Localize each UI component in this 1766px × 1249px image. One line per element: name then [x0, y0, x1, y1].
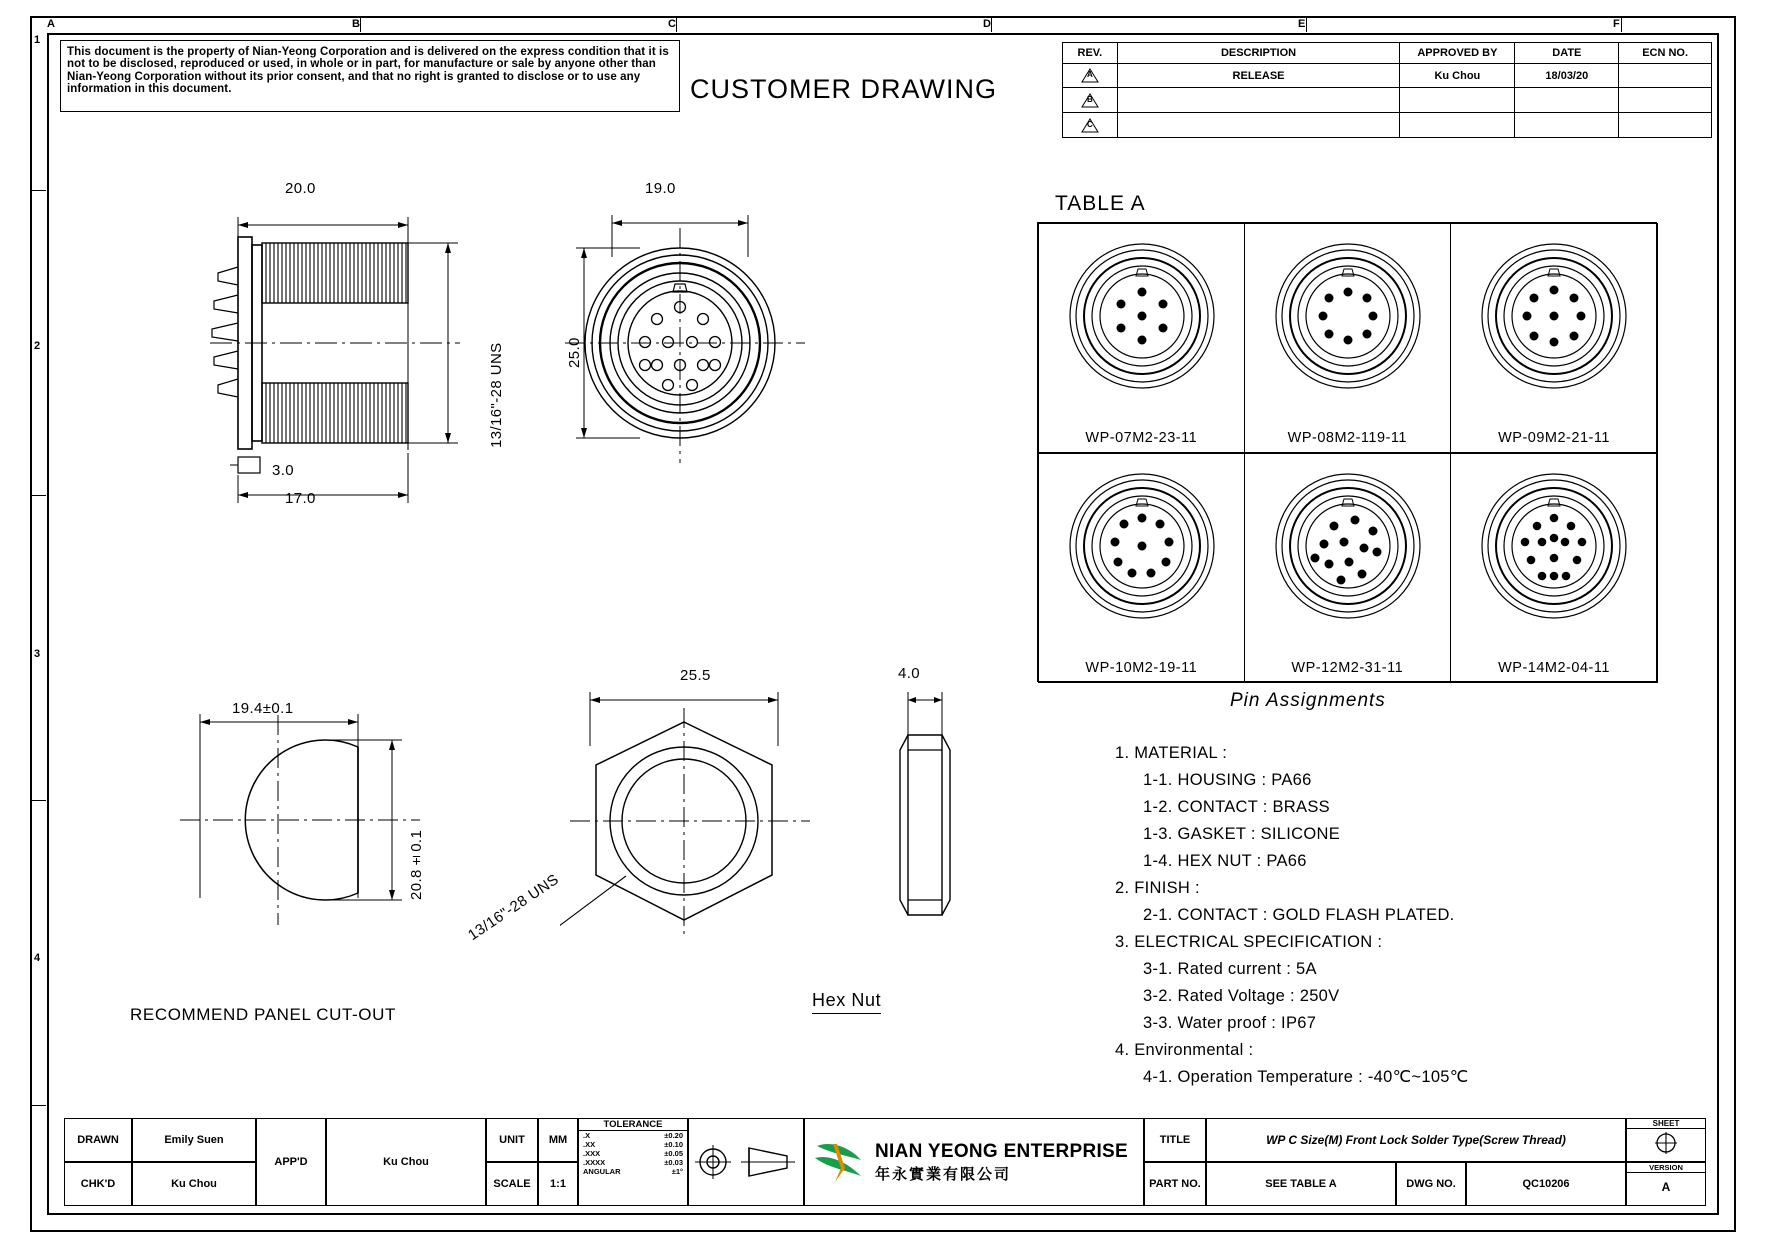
- drawn-label: DRAWN: [64, 1118, 132, 1162]
- zone-tick: [1621, 16, 1622, 32]
- connector-cell: [1450, 223, 1658, 453]
- rev-ecn: [1619, 113, 1712, 138]
- rev-letter: A: [1086, 70, 1093, 80]
- rev-description: [1117, 88, 1400, 113]
- connector-name: WP-07M2-23-11: [1085, 430, 1198, 446]
- note-item: 1-3. GASKET : SILICONE: [1143, 825, 1341, 843]
- title-value: WP C Size(M) Front Lock Solder Type(Screw Thread): [1206, 1118, 1626, 1162]
- connector-face-07: [1039, 224, 1245, 424]
- table-a-label: TABLE A: [1055, 192, 1146, 215]
- note-item: 1. MATERIAL :: [1115, 744, 1228, 762]
- zone-tick: [30, 800, 46, 801]
- rev-ecn: [1619, 63, 1712, 88]
- note-item: 4-1. Operation Temperature : -40℃~105℃: [1143, 1068, 1469, 1086]
- connector-name: WP-08M2-119-11: [1287, 430, 1407, 446]
- tol-val: ±1°: [671, 1167, 683, 1176]
- tol-key: ANGULAR: [583, 1167, 621, 1176]
- note-item: 3-3. Water proof : IP67: [1143, 1014, 1317, 1032]
- connector-name: WP-10M2-19-11: [1085, 660, 1198, 676]
- connector-name: WP-14M2-04-11: [1498, 660, 1610, 676]
- checked-value: Ku Chou: [132, 1162, 256, 1206]
- company-name-cn: 年永實業有限公司: [875, 1165, 1012, 1183]
- connector-name: WP-12M2-31-11: [1291, 660, 1404, 676]
- date-col-header: DATE: [1515, 43, 1619, 64]
- rev-marker-cell: [1063, 63, 1118, 88]
- front-view-drawing: [540, 195, 840, 505]
- panel-cutout-label: RECOMMEND PANEL CUT-OUT: [130, 1005, 396, 1024]
- dim-side-body: 17.0: [285, 490, 316, 507]
- rev-marker-cell: [1063, 88, 1118, 113]
- zone-tick: [676, 16, 677, 32]
- title-block: [64, 1118, 1706, 1206]
- sheet-box: [1626, 1118, 1706, 1162]
- proprietary-notice-box: [60, 40, 680, 112]
- zone-label-e: E: [1298, 18, 1306, 30]
- version-box: [1626, 1162, 1706, 1206]
- tol-val: ±0.03: [664, 1158, 683, 1167]
- dim-hexnut-thread: 13/16"-28 UNS: [465, 870, 563, 945]
- rev-ecn: [1619, 88, 1712, 113]
- table-row: [1063, 113, 1712, 138]
- tol-val: ±0.05: [664, 1149, 683, 1158]
- description-col-header: DESCRIPTION: [1117, 43, 1400, 64]
- revision-triangle-icon: [1081, 68, 1099, 83]
- pin-assignments-caption: Pin Assignments: [1230, 690, 1386, 711]
- side-view-drawing: [200, 195, 500, 555]
- unit-value: MM: [538, 1118, 578, 1162]
- company-logo-icon: [811, 1138, 867, 1186]
- rev-date: [1515, 88, 1619, 113]
- dim-front-flange: 25.0: [566, 337, 583, 368]
- revision-triangle-icon: [1081, 93, 1099, 108]
- title-label: TITLE: [1144, 1118, 1206, 1162]
- revision-table: [1062, 42, 1712, 138]
- connector-cell: [1244, 453, 1451, 683]
- connector-face-12: [1245, 454, 1451, 654]
- rev-date: [1515, 113, 1619, 138]
- dim-hexnut-thickness: 4.0: [898, 665, 921, 682]
- zone-label-f: F: [1613, 18, 1620, 30]
- zone-tick: [360, 16, 361, 32]
- zone-tick: [30, 190, 46, 191]
- sheet-label: SHEET: [1627, 1119, 1705, 1129]
- rev-letter: C: [1086, 119, 1093, 129]
- zone-label-2: 2: [34, 340, 41, 352]
- rev-approved-by: Ku Chou: [1400, 63, 1515, 88]
- table-header-row: [1063, 43, 1712, 64]
- connector-name: WP-09M2-21-11: [1498, 430, 1610, 446]
- page-title: CUSTOMER DRAWING: [690, 74, 998, 104]
- note-item: 3-2. Rated Voltage : 250V: [1143, 987, 1340, 1005]
- approved-value: Ku Chou: [326, 1118, 486, 1206]
- partno-value: SEE TABLE A: [1206, 1162, 1396, 1206]
- approved-label: APP'D: [256, 1118, 326, 1206]
- zone-tick: [30, 1105, 46, 1106]
- dim-hexnut-across: 25.5: [680, 667, 711, 684]
- dwgno-label: DWG NO.: [1396, 1162, 1466, 1206]
- version-label: VERSION: [1627, 1163, 1705, 1173]
- rev-letter: B: [1086, 94, 1093, 104]
- note-item: 1-2. CONTACT : BRASS: [1143, 798, 1330, 816]
- notes-list: [1115, 740, 1735, 1091]
- dim-side-width: 20.0: [285, 180, 316, 197]
- connector-cell: [1038, 223, 1245, 453]
- tolerance-label: TOLERANCE: [579, 1119, 687, 1131]
- tol-key: .XXX: [583, 1149, 601, 1158]
- revision-triangle-icon: [1081, 118, 1099, 133]
- tol-key: .XXXX: [583, 1158, 606, 1167]
- ecn-col-header: ECN NO.: [1619, 43, 1712, 64]
- dwgno-value: QC10206: [1466, 1162, 1626, 1206]
- note-item: 4. Environmental :: [1115, 1041, 1254, 1059]
- connector-face-08: [1245, 224, 1451, 424]
- zone-tick: [30, 495, 46, 496]
- company-box: [804, 1118, 1144, 1206]
- zone-label-3: 3: [34, 648, 41, 660]
- hexnut-label: Hex Nut: [812, 990, 881, 1014]
- zone-tick: [1306, 16, 1307, 32]
- note-item: 3-1. Rated current : 5A: [1143, 960, 1317, 978]
- rev-marker-cell: [1063, 113, 1118, 138]
- scale-value: 1:1: [538, 1162, 578, 1206]
- tol-val: ±0.20: [664, 1131, 683, 1140]
- rev-description: RELEASE: [1117, 63, 1400, 88]
- connector-face-09: [1451, 224, 1657, 424]
- zone-label-1: 1: [34, 34, 41, 46]
- drawn-value: Emily Suen: [132, 1118, 256, 1162]
- zone-label-a: A: [47, 18, 55, 30]
- partno-label: PART NO.: [1144, 1162, 1206, 1206]
- connector-cell: [1244, 223, 1451, 453]
- first-angle-projection-icon: [691, 1142, 801, 1182]
- table-a: [1037, 222, 1657, 682]
- proprietary-notice-text: This document is the property of Nian-Yeong Corporation and is delivered on the express condition that it is not to be disclosed, reproduced or used, in whole or in part, for manufacture or sale by anyone other than Nian-Yeong Corporation without its prior consent, and that no right is granted to disclose or to use any information in this document.: [67, 46, 669, 96]
- dim-side-flange: 3.0: [272, 462, 295, 479]
- dim-cutout-width: 19.4±0.1: [232, 700, 294, 717]
- projection-symbol-box: [688, 1118, 804, 1206]
- unit-label: UNIT: [486, 1118, 538, 1162]
- note-item: 3. ELECTRICAL SPECIFICATION :: [1115, 933, 1383, 951]
- tol-val: ±0.10: [664, 1140, 683, 1149]
- table-row: [1063, 63, 1712, 88]
- zone-tick: [991, 16, 992, 32]
- rev-col-header: REV.: [1063, 43, 1118, 64]
- scale-label: SCALE: [486, 1162, 538, 1206]
- zone-label-4: 4: [34, 952, 41, 964]
- zone-label-b: B: [352, 18, 360, 30]
- hexnut-drawing: [560, 680, 890, 970]
- checked-label: CHK'D: [64, 1162, 132, 1206]
- connector-face-14: [1451, 454, 1657, 654]
- hexnut-side-view: [890, 680, 1000, 970]
- tolerance-box: [578, 1118, 688, 1206]
- rev-description: [1117, 113, 1400, 138]
- rev-approved-by: [1400, 88, 1515, 113]
- tol-key: .X: [583, 1131, 591, 1140]
- connector-face-10: [1039, 454, 1245, 654]
- note-item: 2. FINISH :: [1115, 879, 1200, 897]
- tol-key: .XX: [583, 1140, 596, 1149]
- company-name-en: NIAN YEONG ENTERPRISE: [875, 1140, 1128, 1162]
- sheet-symbol-icon: [1654, 1131, 1678, 1155]
- zone-label-d: D: [983, 18, 991, 30]
- dim-front-outer: 19.0: [645, 180, 676, 197]
- rev-date: 18/03/20: [1515, 63, 1619, 88]
- zone-label-c: C: [668, 18, 676, 30]
- dim-cutout-height: 20.8±0.1: [408, 829, 425, 900]
- table-row: [1063, 88, 1712, 113]
- version-value: A: [1661, 1180, 1671, 1194]
- connector-cell: [1038, 453, 1245, 683]
- dim-thread-label: 13/16"-28 UNS: [488, 342, 505, 448]
- note-item: 1-1. HOUSING : PA66: [1143, 771, 1312, 789]
- note-item: 1-4. HEX NUT : PA66: [1143, 852, 1307, 870]
- rev-approved-by: [1400, 113, 1515, 138]
- note-item: 2-1. CONTACT : GOLD FLASH PLATED.: [1143, 906, 1455, 924]
- connector-cell: [1450, 453, 1658, 683]
- approved-col-header: APPROVED BY: [1400, 43, 1515, 64]
